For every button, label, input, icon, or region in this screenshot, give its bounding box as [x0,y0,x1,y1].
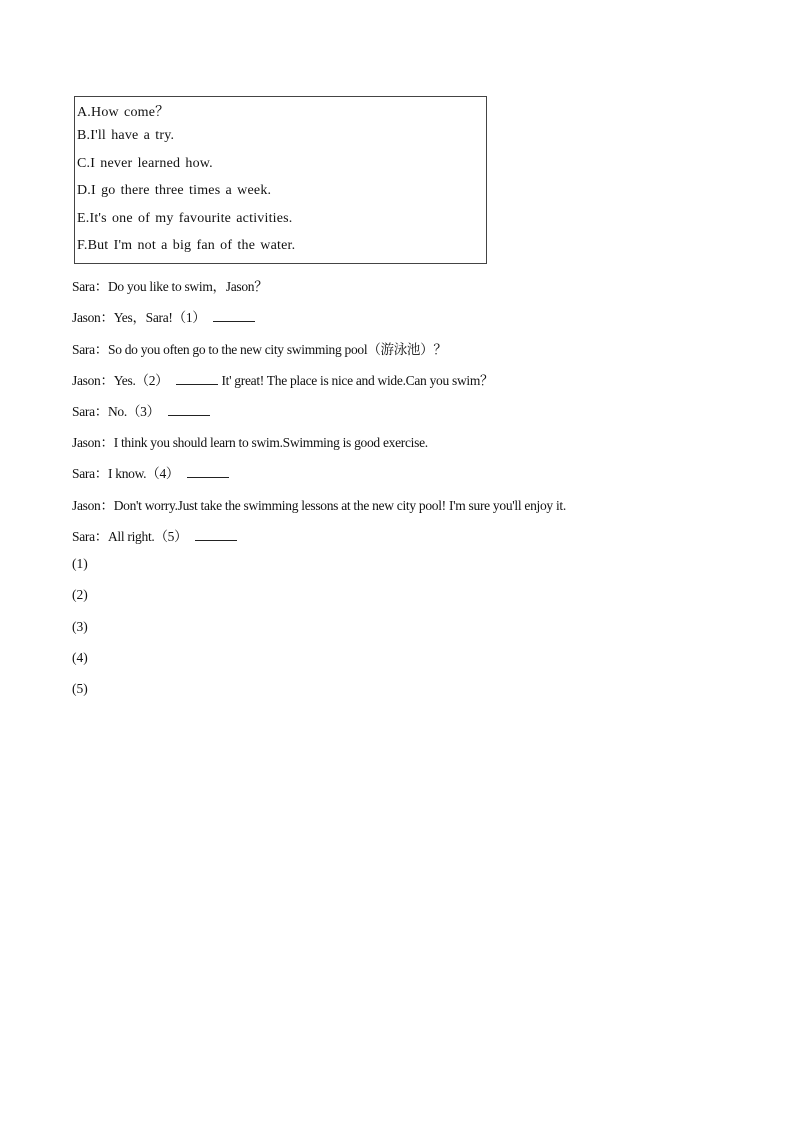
answer-label-5: (5) [72,681,88,696]
dialogue-text: Sara：So do you often go to the new city swimming pool（游泳池）？ [72,342,447,357]
answer-label-1: (1) [72,556,88,571]
blank-2[interactable] [176,372,218,385]
option-f: F.But I'm not a big fan of the water. [77,238,296,253]
dialogue-text: Sara：I know.（4） [72,466,180,481]
dialogue-line-8 [72,494,566,514]
option-a: A.How come？ [77,105,170,120]
blank-1[interactable] [213,309,255,322]
answer-label-2: (2) [72,587,88,602]
options-box [74,96,487,264]
dialogue-line-2 [72,306,255,326]
dialogue-line-9 [72,525,237,545]
dialogue-text: Jason：I think you should learn to swim.Swimming is good exercise. [72,435,428,450]
dialogue-line-4 [72,369,493,389]
dialogue-text: Sara：All right.（5） [72,529,188,544]
dialogue-text: Jason：Don't worry.Just take the swimming lessons at the new city pool! I'm sure you'll enjoy it. [72,498,566,513]
dialogue-line-3 [72,338,447,358]
blank-3[interactable] [168,403,210,416]
answer-label-3: (3) [72,619,88,634]
dialogue-text: Jason：Yes.（2） [72,373,169,388]
dialogue-line-7 [72,462,229,482]
dialogue-text: Sara：Do you like to swim，Jason？ [72,279,268,294]
blank-5[interactable] [195,528,237,541]
blank-4[interactable] [187,465,229,478]
dialogue-text: Sara：No.（3） [72,404,160,419]
dialogue-line-5 [72,400,210,420]
dialogue-line-6 [72,431,428,451]
option-b: B.I'll have a try. [77,128,175,143]
option-c: C.I never learned how. [77,156,213,171]
option-d: D.I go there three times a week. [77,183,272,198]
dialogue-text: Jason：Yes，Sara!（1） [72,310,206,325]
dialogue-text-after: It' great! The place is nice and wide.Can you swim？ [218,373,494,388]
answer-label-4: (4) [72,650,88,665]
option-e: E.It's one of my favourite activities. [77,211,293,226]
dialogue-line-1 [72,275,267,295]
